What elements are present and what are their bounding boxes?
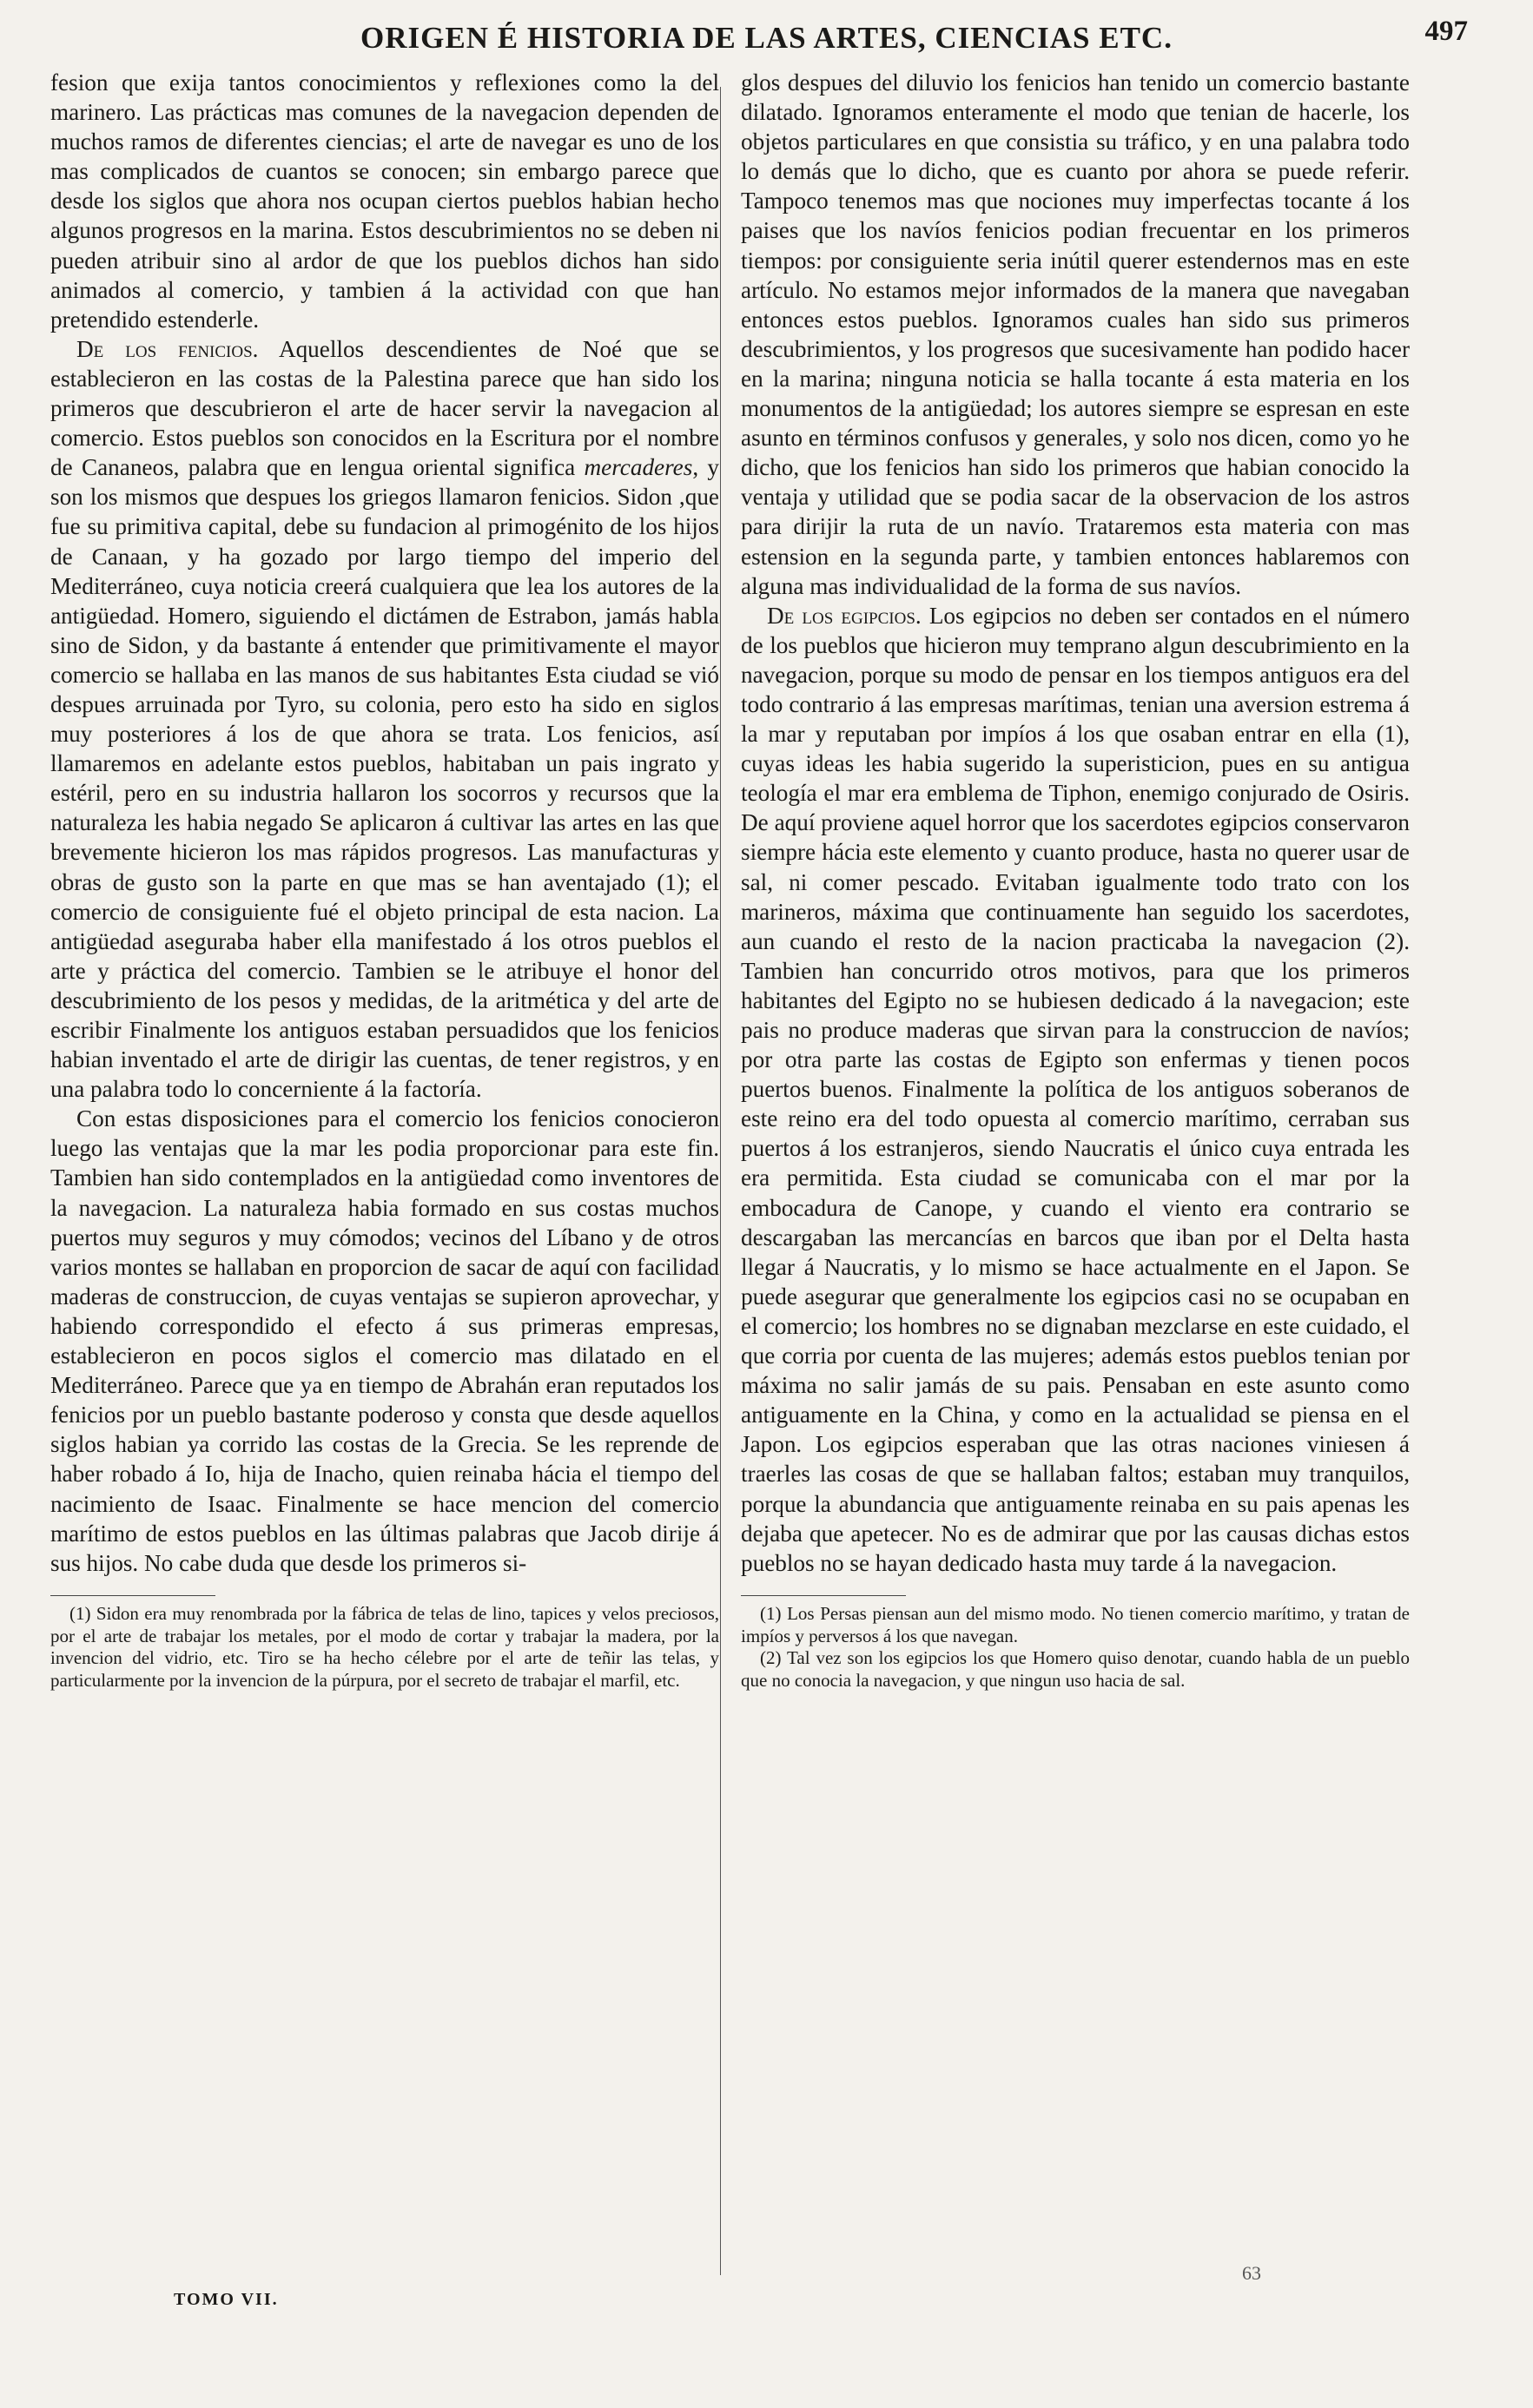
column-divider (720, 87, 721, 2275)
left-paragraph-2-italic: mercaderes (584, 454, 693, 481)
left-paragraph-1: fesion que exija tantos conocimientos y reflexiones como la del marinero. Las prácticas mas comunes de la navegacion dependen de muchos ramos de diferentes ciencias; el arte de navegar es uno de los mas complicados de cuantos se conocen; sin embargo parece que desde los siglos que ahora nos ocupan ciertos pueblos habian hecho algunos progresos en la marina. Estos descubrimientos no se deben ni pueden atribuir sino al ardor de que los pueblos dichos han sido animados al comercio, y tambien á la actividad con que han pretendido estenderle. (50, 69, 719, 333)
right-footnote-2: (2) Tal vez son los egipcios los que Homero quiso denotar, cuando habla de un pueblo que no conocia la navegacion, y que ningun uso hacia de sal. (741, 1647, 1410, 1692)
left-paragraph-3: Con estas disposiciones para el comercio los fenicios conocieron luego las ventajas que la mar les podia proporcionar para este fin. Tambien han sido contemplados en la antigüedad como inventores de la navegacion. La naturaleza habia formado en sus costas muchos puertos muy seguros y muy cómodos; vecinos del Líbano y de otros varios montes se hallaban en proporcion de sacar de aquí con facilidad maderas de construccion, de cuyas ventajas se supieron aprovechar, y habiendo correspondido el efecto á sus primeras empresas, establecieron en pocos siglos el comercio mas dilatado en el Mediterráneo. Parece que ya en tiempo de Abrahán eran reputados los fenicios por un pueblo bastante poderoso y consta que desde aquellos siglos habian ya corrido las costas de la Grecia. Se les reprende de haber robado á Io, hija de Inacho, quien reinaba hácia el tiempo del nacimiento de Isaac. Finalmente se hace mencion del comercio marítimo de estos pueblos en las últimas palabras que Jacob dirije á sus hijos. No cabe duda que desde los primeros si- (50, 1105, 719, 1576)
left-paragraph-2 (50, 334, 719, 1104)
left-footnote-rule (50, 1595, 215, 1596)
left-column (50, 68, 719, 1692)
right-column (741, 68, 1410, 1692)
left-paragraph-2-end: , y son los mismos que despues los griegos llamaron fenicios. Sidon ,que fue su primitiva capital, debe su fundacion al primogénito de los hijos de Canaan, y ha gozado por largo tiempo del imperio del Mediterráneo, cuya noticia creerá cualquiera que lea los autores de la antigüedad. Homero, siguiendo el dictámen de Estrabon, jamás habla sino de Sidon, y da bastante á entender que primitivamente el mayor comercio se hallaba en las manos de sus habitantes Esta ciudad se vió despues arruinada por Tyro, su colonia, pero esto ha sido en siglos muy posteriores á los de que ahora se trata. Los fenicios, así llamaremos en adelante estos pueblos, habitaban un pais ingrato y estéril, pero en su industria hallaron los socorros y recursos que la naturaleza les habia negado Se aplicaron á cultivar las artes en las que brevemente hicieron los mas rápidos progresos. Las manufacturas y obras de gusto son la parte en que mas se han aventajado (1); el comercio de consiguiente fué el objeto principal de esta nacion. La antigüedad aseguraba haber ella manifestado á los otros pueblos el arte y práctica del comercio. Tambien se le atribuye el honor del descubrimiento de los pesos y medidas, de la aritmética y del arte de escribir Finalmente los antiguos estaban persuadidos que los fenicios habian inventado el arte de dirigir las cuentas, de tener registros, y en una palabra todo lo concerniente á la factoría. (50, 454, 720, 1103)
page-number: 497 (1424, 16, 1468, 47)
right-footnote-1: (1) Los Persas piensan aun del mismo modo. No tienen comercio marítimo, y tratan de impíos y perversos á los que navegan. (741, 1602, 1410, 1646)
right-paragraph-2-text: Los egipcios no deben ser contados en el número de los pueblos que hicieron muy temprano algun descubrimiento en la navegacion, porque su modo de pensar en los tiempos antiguos era del todo contrario á las empresas marítimas, tenian una aversion estrema á la mar y reputaban por impíos á los que osaban entrar en ella (1), cuyas ideas les habia sugerido la superisticion, pues en su antigua teología el mar era emblema de Tiphon, enemigo conjurado de Osiris. De aquí proviene aquel horror que los sacerdotes egipcios conservaron siempre hácia este elemento y cuanto produce, hasta no querer usar de sal, ni comer pescado. Evitaban igualmente todo trato con los marineros, máxima que continuamente han seguido los sacerdotes, aun cuando el resto de la nacion practicaba la navegacion (2). Tambien han concurrido otros motivos, para que los primeros habitantes del Egipto no se hubiesen dedicado á la navegacion; este pais no produce maderas que sirvan para la construccion de navíos; por otra parte las costas de Egipto son enfermas y tienen pocos puertos buenos. Finalmente la política de los antiguos soberanos de este reino era del todo opuesta al comercio marítimo, cerraban sus puertos á los estranjeros, siendo Naucratis el único cuya entrada les era permitida. Esta ciudad se comunicaba con el mar por la embocadura de Canope, y cuando el viento era contrario se descargaban las mercancías en barcos que iban por el Delta hasta llegar á Naucratis, y lo mismo se hace actualmente en el Japon. Se puede asegurar que generalmente los egipcios casi no se ocupaban en el comercio; los hombres no se dignaban mezclarse en este cuidado, el que corria por cuenta de las mujeres; además estos pueblos tenian por máxima no salir jamás de su pais. Pensaban en este asunto como antiguamente en la China, y como en la actualidad se piensa en el Japon. Los egipcios esperaban que las otras naciones viniesen á traerles las cosas de que se hallaban faltos; estaban muy tranquilos, porque la abundancia que antiguamente reinaba en su pais apenas les dejaba que apetecer. No es de admirar que por las causas dichas estos pueblos no se hayan dedicado hasta muy tarde á la navegacion. (741, 602, 1410, 1576)
section-heading-egipcios: De los egipcios. (767, 602, 922, 629)
left-paragraph-2-text: Aquellos descendientes de Noé que se establecieron en las costas de la Palestina parece que han sido los primeros que descubrieron el arte de hacer servir la navegacion al comercio. Estos pueblos son conocidos en la Escritura por el nombre de Cananeos, palabra que en lengua oriental significa (50, 335, 719, 481)
right-paragraph-2 (741, 601, 1410, 1578)
right-paragraph-1: glos despues del diluvio los fenicios han tenido un comercio bastante dilatado. Ignoramos enteramente el modo que tenian de hacerle, los objetos particulares en que consistia su tráfico, y en una palabra todo lo demás que lo dicho, que es cuanto por ahora se puede referir. Tampoco tenemos mas que nociones muy imperfectas tocante á los paises que los navíos fenicios podian frecuentar en los primeros tiempos: por consiguiente seria inútil querer estendernos mas en este artículo. No estamos mejor informados de la manera que navegaban entonces estos pueblos. Ignoramos cuales han sido sus primeros descubrimientos, y los progresos que sucesivamente han podido hacer en la marina; ninguna noticia se halla tocante á esta materia en los monumentos de la antigüedad; los autores siempre se espresan en este asunto en términos confusos y generales, y solo nos dicen, como yo he dicho, que los fenicios han sido los primeros que habian conocido la ventaja y utilidad que se podia sacar de la observacion de los astros para dirijir la ruta de un navío. Trataremos esta materia con mas estension en la segunda parte, y tambien entonces hablaremos con alguna mas individualidad de la forma de sus navíos. (741, 69, 1410, 599)
volume-label: TOMO VII. (174, 2290, 279, 2309)
left-footnote-1: (1) Sidon era muy renombrada por la fábrica de telas de lino, tapices y velos preciosos, por el arte de trabajar los metales, por el modo de cortar y trabajar la madera, por la invencion del vidrio, etc. Tiro se ha hecho célebre por el arte de teñir las telas, y particularmente por la invencion de la púrpura, por el secreto de trabajar el marfil, etc. (50, 1602, 719, 1692)
section-heading-fenicios: De los fenicios. (76, 335, 259, 362)
page-header (0, 16, 1533, 73)
running-title: ORIGEN É HISTORIA DE LAS ARTES, CIENCIAS ETC. (360, 21, 1173, 55)
right-footnote-rule (741, 1595, 906, 1596)
signature-mark: 63 (1242, 2262, 1261, 2284)
